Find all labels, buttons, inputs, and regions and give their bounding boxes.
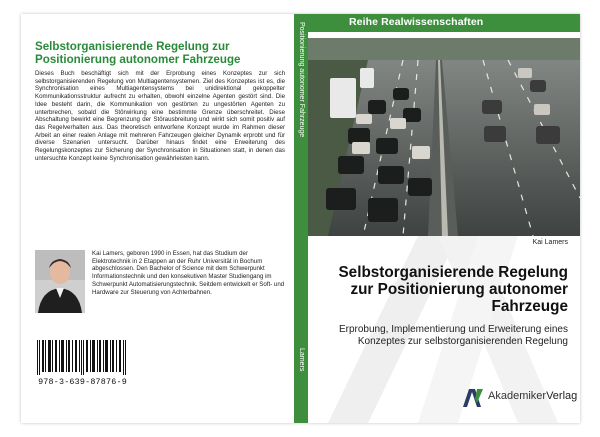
isbn: 978-3-639-87876-9 xyxy=(38,377,127,387)
publisher-logo-icon xyxy=(463,389,485,407)
spine-title: Positionierung autonomer Fahrzeuge xyxy=(298,22,305,138)
publisher-name-suffix: Verlag xyxy=(546,390,578,402)
series-banner xyxy=(308,14,580,32)
series-label: Reihe Realwissenschaften xyxy=(349,16,484,28)
front-cover xyxy=(308,14,580,423)
publisher-name-prefix: Akademiker xyxy=(488,390,547,402)
author-bio: Kai Lamers, geboren 1990 in Essen, hat das Studium der Elektrotechnik in 2 Etappen an der Ruhr Universität in Bochum abgeschlossen. Den Bachelor of Science mit dem Schwerpunkt Informationstechnik und den konsekutiven Master Studiengang im Schwerpunkt Automatisierungstechnik. Seitdem entwickelt er Soft- und Hardware zur Steuerung von Achterbahnen. xyxy=(92,250,285,296)
back-cover xyxy=(21,14,294,423)
back-blurb: Dieses Buch beschäftigt sich mit der Erprobung eines Konzeptes zur sich selbstorganisierenden Regelung von Multiagentensystemen. Ziel des Konzeptes ist es, die Synchronisation eines Multiagentensystems bei unidirektional gekoppelter Kommunikationsstruktur aufrecht zu erhalten, obwohl einzelne Agenten gestört sind. Die Idee besteht darin, die Kommunikation von gestörten zu ungestörten Agenten zu unterbrechen, sobald die Störwirkung eine bestimmte Grenze überschreitet. Diese Abschaltung bewirkt eine Begrenzung der Störausbreitung und wirkt sich somit positiv auf das Regelverhalten aus. Das theoretisch entworfene Konzept wurde im Rahmen dieser Arbeit an einer realen Anlage mit mehreren Fahrzeugen gleicher Dynamik erprobt und für diverse Szenarien untersucht. Darüber hinaus findet eine Erweiterung des Regelungskonzeptes zur Sicherung der Synchronisation in Situationen statt, in denen das untersuchte Konzept keine Synchronisation gewährleisten kann. xyxy=(35,70,285,162)
front-subtitle: Erprobung, Implementierung und Erweiterung eines Konzeptes zur selbstorganisierenden Regelung xyxy=(338,324,568,347)
back-title: Selbstorganisierende Regelung zur Positionierung autonomer Fahrzeuge xyxy=(35,40,241,66)
highway-photo xyxy=(308,38,580,236)
spine-author: Lamers xyxy=(298,348,305,372)
book-cover xyxy=(21,14,580,423)
front-author: Kai Lamers xyxy=(532,239,568,246)
spine xyxy=(294,14,308,423)
front-title: Selbstorganisierende Regelung zur Positionierung autonomer Fahrzeuge xyxy=(338,264,568,315)
author-photo xyxy=(35,250,85,313)
barcode xyxy=(35,340,130,375)
